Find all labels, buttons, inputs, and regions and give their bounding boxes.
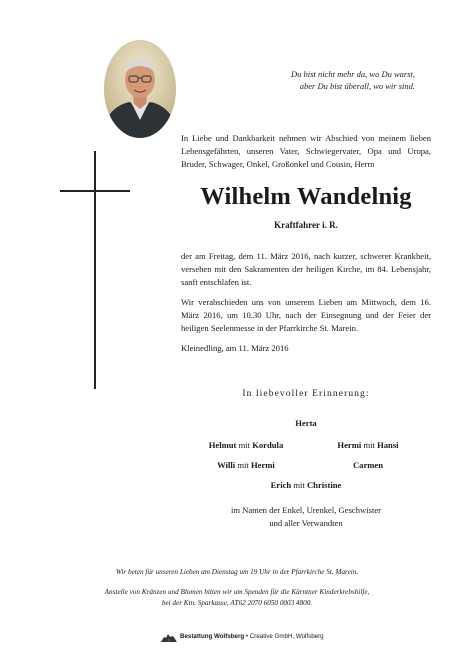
mourner-herta	[181, 418, 431, 428]
mourner-connector: mit	[363, 440, 375, 450]
closing-line-2: und aller Verwandten	[269, 518, 343, 528]
cross-horizontal-bar	[60, 190, 130, 192]
memory-heading: In liebevoller Erinnerung:	[242, 389, 370, 399]
footer-credit	[180, 633, 324, 640]
mourner-connector: mit	[238, 440, 251, 450]
quote-line-1: Du bist nicht mehr da, wo Du warst,	[291, 69, 415, 79]
intro-paragraph: In Liebe und Dankbarkeit nehmen wir Abschied von meinem lieben Lebensgefährten, unseren Vater, Schwiegervater, Opa und Uropa, Bruder, Schwager, Onkel, Großonkel und Cousin, Herrn	[181, 133, 431, 169]
mourner-hermi-hansi	[318, 440, 418, 450]
mourner-name: Christine	[306, 480, 342, 490]
portrait-illustration	[104, 40, 176, 138]
mourner-name: Helmut	[208, 440, 237, 450]
portrait-photo	[104, 40, 176, 138]
quote-line-2: aber Du bist überall, wo wir sind.	[299, 81, 415, 91]
cross-vertical-bar	[94, 151, 96, 389]
mourner-name: Hermi	[337, 440, 362, 450]
mourner-name: Carmen	[352, 460, 384, 470]
mourner-carmen	[318, 460, 418, 470]
closing-line-1: im Namen der Enkel, Urenkel, Geschwister	[230, 505, 382, 515]
mourner-erich-christine	[181, 480, 431, 490]
memorial-quote	[190, 68, 415, 92]
footer-credit-text: • Creative GmbH, Wolfsberg	[245, 633, 324, 640]
mourner-helmut-kordula	[196, 440, 296, 450]
donation-footnote	[40, 587, 434, 609]
mourner-name: Kordula	[252, 440, 284, 450]
mourner-name: Hermi	[250, 460, 275, 470]
donation-line-2: bei der Ktn. Sparkasse, AT62 2070 6050 0003 4800.	[161, 599, 313, 607]
death-notice-paragraph: der am Freitag, dem 11. März 2016, nach kurzer, schwerer Krankheit, versehen mit den Sakramenten der heiligen Kirche, im 84. Lebensjahr, sanft entschlafen ist.	[181, 251, 431, 287]
place-date: Kleinedling, am 11. März 2016	[181, 343, 289, 353]
mourner-willi-hermi	[196, 460, 296, 470]
deceased-occupation: Kraftfahrer i. R.	[274, 220, 338, 230]
mourner-name: Willi	[217, 460, 236, 470]
mourner-connector: mit	[237, 460, 249, 470]
funeral-notice-paragraph: Wir verabschieden uns von unserem Lieben am Mittwoch, dem 16. März 2016, um 10.30 Uhr, nach der Einsegnung und der Feier der heiligen Seelenmesse in der Pfarrkirche St. Marein.	[181, 297, 431, 333]
deceased-name: Wilhelm Wandelnig	[200, 183, 412, 210]
mourner-name: Erich	[270, 480, 292, 490]
closing-text	[181, 504, 431, 530]
donation-line-1: Anstelle von Kränzen und Blumen bitten wir um Spenden für die Kärntner Kinderkrebshilfe,	[104, 588, 370, 596]
mourner-name: Herta	[295, 418, 317, 428]
prayer-footnote: Wir beten für unseren Lieben am Dienstag um 19 Uhr in der Pfarrkirche St. Marein.	[115, 568, 359, 576]
mourner-name: Hansi	[377, 440, 399, 450]
wolf-logo-icon	[160, 631, 178, 649]
mourner-connector: mit	[293, 480, 305, 490]
footer-brand: Bestattung Wolfsberg	[180, 633, 245, 640]
